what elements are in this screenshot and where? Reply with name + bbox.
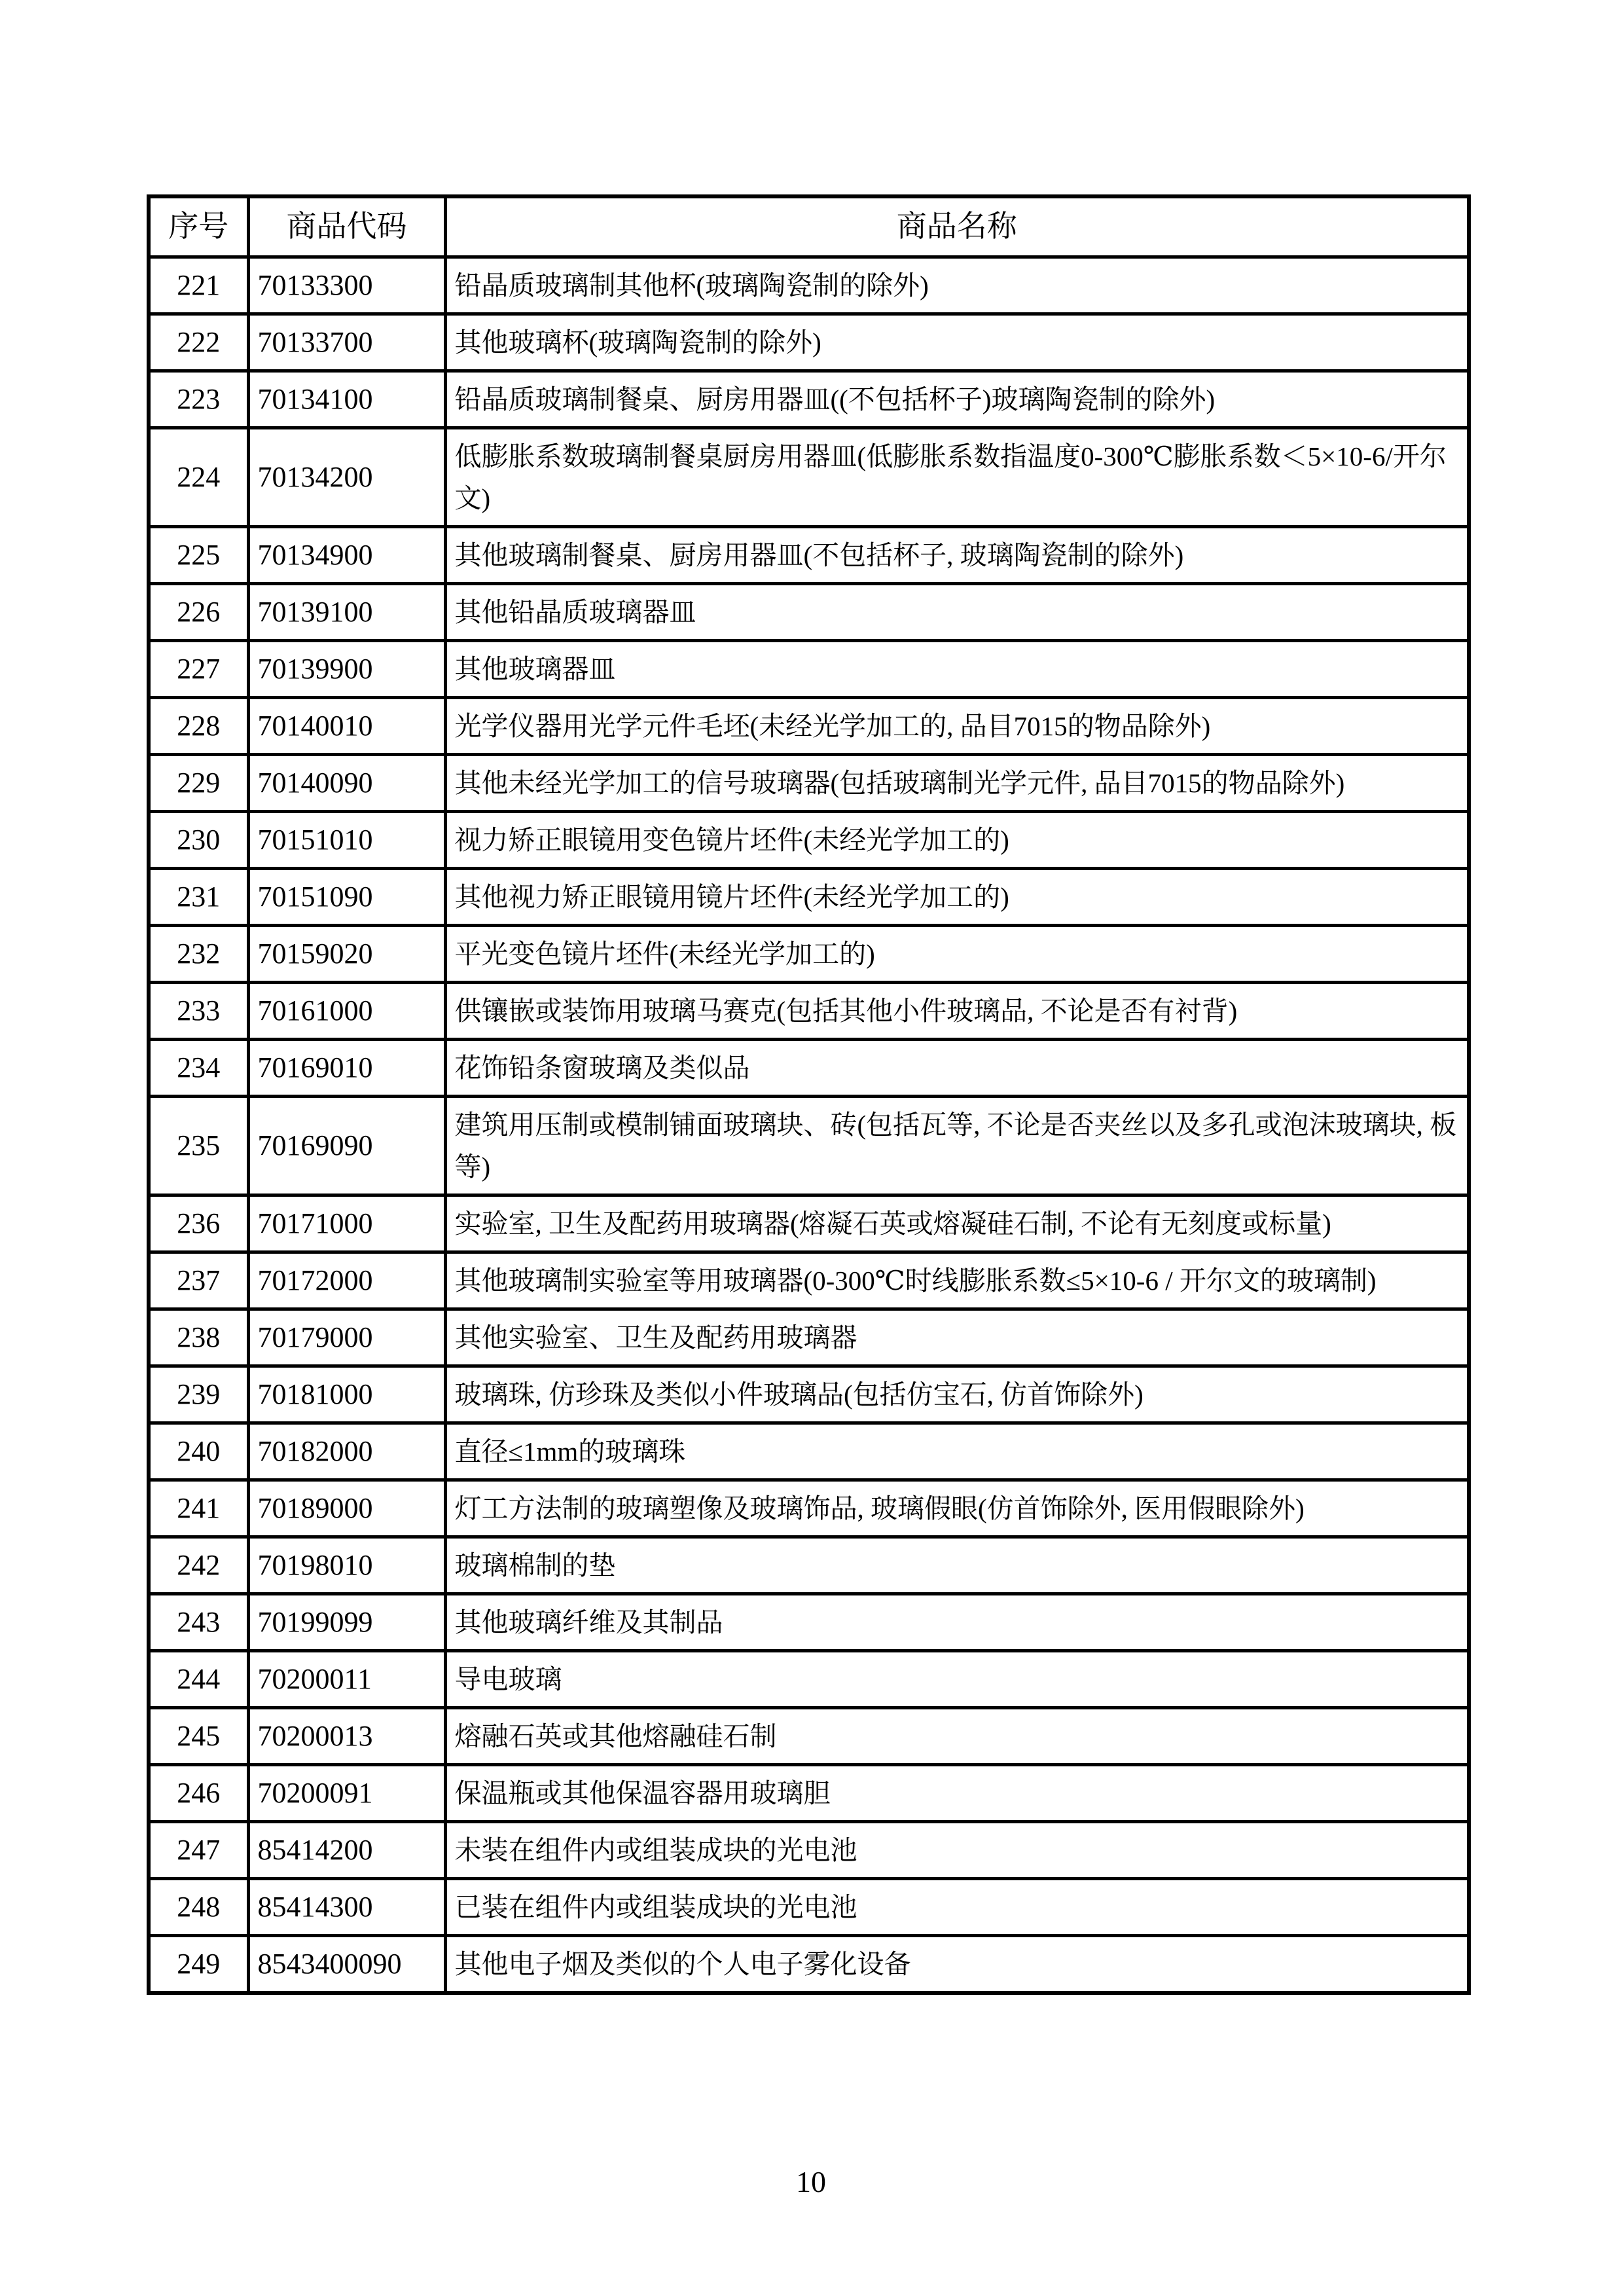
cell-seq: 241 xyxy=(149,1480,248,1537)
cell-name: 灯工方法制的玻璃塑像及玻璃饰品, 玻璃假眼(仿首饰除外, 医用假眼除外) xyxy=(445,1480,1469,1537)
table-row xyxy=(149,982,1469,1039)
cell-seq: 242 xyxy=(149,1537,248,1594)
cell-seq: 233 xyxy=(149,982,248,1039)
cell-seq: 248 xyxy=(149,1878,248,1935)
cell-name: 花饰铅条窗玻璃及类似品 xyxy=(445,1039,1469,1096)
cell-seq: 246 xyxy=(149,1764,248,1821)
cell-name: 铅晶质玻璃制餐桌、厨房用器皿((不包括杯子)玻璃陶瓷制的除外) xyxy=(445,371,1469,428)
cell-name: 保温瓶或其他保温容器用玻璃胆 xyxy=(445,1764,1469,1821)
cell-name: 直径≤1mm的玻璃珠 xyxy=(445,1423,1469,1480)
table-row xyxy=(149,1096,1469,1195)
cell-code: 70200013 xyxy=(248,1707,445,1764)
table-row xyxy=(149,1935,1469,1993)
cell-code: 70134100 xyxy=(248,371,445,428)
cell-name: 其他未经光学加工的信号玻璃器(包括玻璃制光学元件, 品目7015的物品除外) xyxy=(445,754,1469,811)
table-row xyxy=(149,583,1469,640)
commodity-table xyxy=(147,194,1471,1995)
cell-name: 其他实验室、卫生及配药用玻璃器 xyxy=(445,1309,1469,1366)
cell-seq: 249 xyxy=(149,1935,248,1993)
cell-code: 70181000 xyxy=(248,1366,445,1423)
table-row xyxy=(149,526,1469,583)
table-row xyxy=(149,1707,1469,1764)
table-row xyxy=(149,371,1469,428)
table-row xyxy=(149,1650,1469,1707)
table-row xyxy=(149,1764,1469,1821)
table-row xyxy=(149,640,1469,697)
cell-seq: 234 xyxy=(149,1039,248,1096)
table-row xyxy=(149,428,1469,526)
cell-seq: 240 xyxy=(149,1423,248,1480)
cell-code: 70169010 xyxy=(248,1039,445,1096)
cell-code: 70169090 xyxy=(248,1096,445,1195)
cell-name: 玻璃棉制的垫 xyxy=(445,1537,1469,1594)
cell-code: 70151090 xyxy=(248,868,445,925)
table-row xyxy=(149,257,1469,314)
column-header-name: 商品名称 xyxy=(445,196,1469,257)
cell-code: 70199099 xyxy=(248,1594,445,1650)
cell-name: 低膨胀系数玻璃制餐桌厨房用器皿(低膨胀系数指温度0-300℃膨胀系数＜5×10-6/开尔文) xyxy=(445,428,1469,526)
cell-code: 70179000 xyxy=(248,1309,445,1366)
cell-name: 已装在组件内或组装成块的光电池 xyxy=(445,1878,1469,1935)
cell-seq: 232 xyxy=(149,925,248,982)
cell-name: 导电玻璃 xyxy=(445,1650,1469,1707)
table-row xyxy=(149,754,1469,811)
cell-seq: 244 xyxy=(149,1650,248,1707)
cell-code: 70139100 xyxy=(248,583,445,640)
cell-name: 建筑用压制或模制铺面玻璃块、砖(包括瓦等, 不论是否夹丝以及多孔或泡沫玻璃块, 板等) xyxy=(445,1096,1469,1195)
cell-seq: 239 xyxy=(149,1366,248,1423)
cell-name: 其他铅晶质玻璃器皿 xyxy=(445,583,1469,640)
table-row xyxy=(149,1537,1469,1594)
table-row xyxy=(149,1821,1469,1878)
table-header-row xyxy=(149,196,1469,257)
cell-seq: 227 xyxy=(149,640,248,697)
table-row xyxy=(149,1480,1469,1537)
cell-seq: 226 xyxy=(149,583,248,640)
cell-seq: 238 xyxy=(149,1309,248,1366)
cell-name: 其他电子烟及类似的个人电子雾化设备 xyxy=(445,1935,1469,1993)
cell-code: 70161000 xyxy=(248,982,445,1039)
cell-seq: 221 xyxy=(149,257,248,314)
cell-seq: 223 xyxy=(149,371,248,428)
cell-code: 70198010 xyxy=(248,1537,445,1594)
cell-seq: 243 xyxy=(149,1594,248,1650)
cell-seq: 231 xyxy=(149,868,248,925)
cell-name: 未装在组件内或组装成块的光电池 xyxy=(445,1821,1469,1878)
table-row xyxy=(149,1878,1469,1935)
cell-name: 视力矫正眼镜用变色镜片坯件(未经光学加工的) xyxy=(445,811,1469,868)
table-row xyxy=(149,1309,1469,1366)
cell-code: 70140010 xyxy=(248,697,445,754)
column-header-seq: 序号 xyxy=(149,196,248,257)
cell-code: 70200091 xyxy=(248,1764,445,1821)
cell-name: 其他玻璃纤维及其制品 xyxy=(445,1594,1469,1650)
cell-name: 供镶嵌或装饰用玻璃马赛克(包括其他小件玻璃品, 不论是否有衬背) xyxy=(445,982,1469,1039)
cell-name: 铅晶质玻璃制其他杯(玻璃陶瓷制的除外) xyxy=(445,257,1469,314)
table-row xyxy=(149,1195,1469,1252)
cell-code: 70133700 xyxy=(248,314,445,371)
cell-code: 8543400090 xyxy=(248,1935,445,1993)
cell-name: 其他玻璃制实验室等用玻璃器(0-300℃时线膨胀系数≤5×10-6 / 开尔文的玻璃制) xyxy=(445,1252,1469,1309)
cell-code: 70200011 xyxy=(248,1650,445,1707)
cell-code: 70140090 xyxy=(248,754,445,811)
cell-code: 70139900 xyxy=(248,640,445,697)
table-row xyxy=(149,1366,1469,1423)
cell-name: 其他玻璃器皿 xyxy=(445,640,1469,697)
cell-code: 70151010 xyxy=(248,811,445,868)
table-row xyxy=(149,925,1469,982)
cell-seq: 225 xyxy=(149,526,248,583)
cell-code: 70159020 xyxy=(248,925,445,982)
cell-name: 其他玻璃杯(玻璃陶瓷制的除外) xyxy=(445,314,1469,371)
table-row xyxy=(149,1039,1469,1096)
cell-code: 70172000 xyxy=(248,1252,445,1309)
cell-name: 熔融石英或其他熔融硅石制 xyxy=(445,1707,1469,1764)
cell-seq: 228 xyxy=(149,697,248,754)
table-row xyxy=(149,1423,1469,1480)
table-row xyxy=(149,811,1469,868)
cell-seq: 222 xyxy=(149,314,248,371)
cell-seq: 230 xyxy=(149,811,248,868)
cell-name: 其他视力矫正眼镜用镜片坯件(未经光学加工的) xyxy=(445,868,1469,925)
cell-name: 光学仪器用光学元件毛坯(未经光学加工的, 品目7015的物品除外) xyxy=(445,697,1469,754)
table-row xyxy=(149,314,1469,371)
cell-name: 平光变色镜片坯件(未经光学加工的) xyxy=(445,925,1469,982)
cell-seq: 245 xyxy=(149,1707,248,1764)
page-number: 10 xyxy=(796,2165,826,2198)
cell-code: 85414300 xyxy=(248,1878,445,1935)
cell-seq: 247 xyxy=(149,1821,248,1878)
column-header-code: 商品代码 xyxy=(248,196,445,257)
cell-seq: 236 xyxy=(149,1195,248,1252)
cell-code: 70133300 xyxy=(248,257,445,314)
cell-code: 70134900 xyxy=(248,526,445,583)
cell-seq: 229 xyxy=(149,754,248,811)
table-row xyxy=(149,697,1469,754)
table-row xyxy=(149,1594,1469,1650)
cell-code: 70134200 xyxy=(248,428,445,526)
cell-name: 玻璃珠, 仿珍珠及类似小件玻璃品(包括仿宝石, 仿首饰除外) xyxy=(445,1366,1469,1423)
cell-seq: 235 xyxy=(149,1096,248,1195)
table-row xyxy=(149,1252,1469,1309)
cell-name: 其他玻璃制餐桌、厨房用器皿(不包括杯子, 玻璃陶瓷制的除外) xyxy=(445,526,1469,583)
table-row xyxy=(149,868,1469,925)
cell-name: 实验室, 卫生及配药用玻璃器(熔凝石英或熔凝硅石制, 不论有无刻度或标量) xyxy=(445,1195,1469,1252)
cell-code: 70189000 xyxy=(248,1480,445,1537)
cell-code: 70182000 xyxy=(248,1423,445,1480)
cell-code: 85414200 xyxy=(248,1821,445,1878)
cell-seq: 224 xyxy=(149,428,248,526)
cell-code: 70171000 xyxy=(248,1195,445,1252)
cell-seq: 237 xyxy=(149,1252,248,1309)
